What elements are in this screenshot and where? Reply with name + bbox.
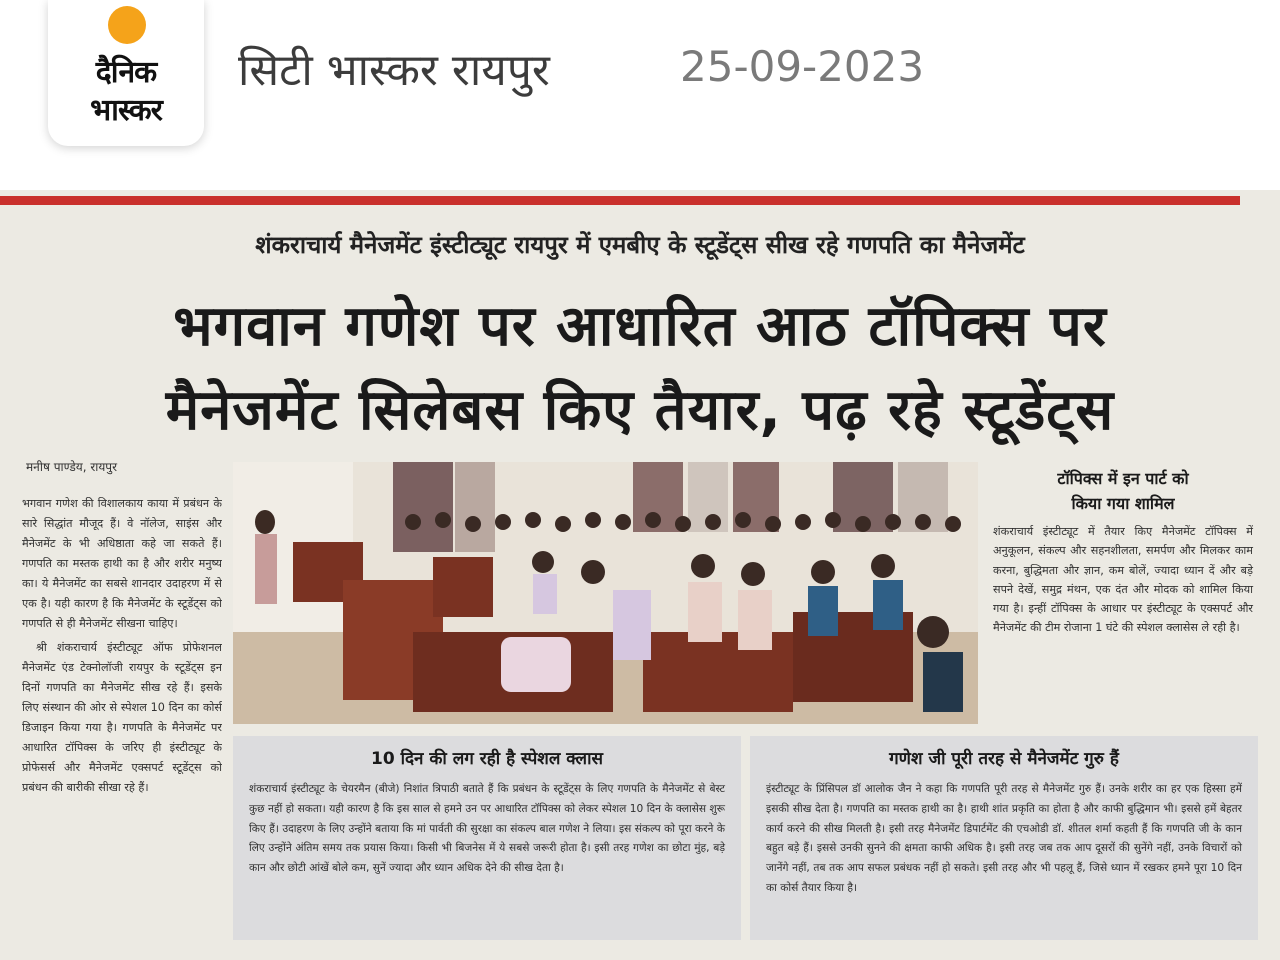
red-divider xyxy=(0,196,1240,205)
info-box-special-class xyxy=(233,736,741,940)
edition-date: 25-09-2023 xyxy=(680,42,925,91)
dainik-bhaskar-logo[interactable] xyxy=(48,0,204,146)
app-header xyxy=(0,0,1280,190)
logo-text-line2: भास्कर xyxy=(90,93,162,128)
headline-line1: भगवान गणेश पर आधारित आठ टॉपिक्स पर xyxy=(173,294,1107,359)
info-box-title: 10 दिन की लग रही है स्पेशल क्लास xyxy=(371,749,603,769)
classroom-illustration xyxy=(233,462,978,724)
info-box-title: गणेश जी पूरी तरह से मैनेजमेंट गुरु हैं xyxy=(889,749,1119,769)
edition-title: सिटी भास्कर रायपुर xyxy=(238,45,550,96)
classroom-photo xyxy=(233,462,978,724)
sun-icon xyxy=(108,6,146,44)
byline: मनीष पाण्डेय, रायपुर xyxy=(26,460,118,474)
left-paragraph: श्री शंकराचार्य इंस्टीट्यूट ऑफ प्रोफेशनल मैनेजमेंट एंड टेक्नोलॉजी रायपुर के स्टूडेंट्स इन दिनों गणपति का मैनेजमेंट सीख रहे हैं। इसके लिए संस्थान की ओर से स्पेशल 10 दिन का कोर्स डिजाइन किया गया है। गणपति के मैनेजमेंट पर आधारित टॉपिक्स के जरिए ही इंस्टीट्यूट के प्रोफेसर्स और मैनेजमेंट एक्सपर्ट स्टूडेंट्स को प्रबंधन की बारीकी सीखा रहे हैं। xyxy=(22,641,222,794)
article-kicker: शंकराचार्य मैनेजमेंट इंस्टीट्यूट रायपुर में एमबीए के स्टूडेंट्स सीख रहे गणपति का मैनेजमेंट xyxy=(255,231,1025,259)
sidebar-heading-line1: टॉपिक्स में इन पार्ट को xyxy=(1057,469,1189,488)
logo-text-line1: दैनिक xyxy=(95,55,157,90)
info-box-body: इंस्टीट्यूट के प्रिंसिपल डॉ आलोक जैन ने कहा कि गणपति पूरी तरह से मैनेजमेंट गुरु हैं। उनके शरीर का हर एक हिस्सा हमें इसकी सीख देता है। गणपति का मस्तक हाथी का है। हाथी शांत प्रकृति का होता है और काफी बुद्धिमान भी। इससे हमें बेहतर कार्य करने की सीख मिलती है। इसी तरह मैनेजमेंट डिपार्टमेंट की एचओडी डॉ. शीतल शर्मा कहती हैं कि गणपति जी के कान बहुत बड़े हैं। इससे उनकी सुनने की क्षमता काफी अधिक है। इसी तरह जब तक आप दूसरों की सुनेंगे नहीं, उनके विचारों को जानेंगे नहीं, तब तक आप सफल प्रबंधक नहीं हो सकते। इसी तरह और भी पहलू हैं, जिसे ध्यान में रखकर हमने पूरा 10 दिन का कोर्स तैयार किया है। xyxy=(766,783,1242,894)
info-box-body: शंकराचार्य इंस्टीट्यूट के चेयरमैन (बीजे) निशांत त्रिपाठी बताते हैं कि प्रबंधन के स्टूडेंट्स के लिए गणपति के मैनेजमेंट से बेस्ट कुछ नहीं हो सकता। यही कारण है कि इस साल से हमने उन पर आधारित टॉपिक्स को लेकर स्पेशल 10 दिन के क्लासेस शुरू किए हैं। उदाहरण के लिए उन्होंने बताया कि मां पार्वती की सुरक्षा का संकल्प बाल गणेश ने लिया। इस संकल्प को पूरा करने के लिए उन्होंने अंतिम समय तक प्रयास किया। किसी भी बिजनेस में ये सबसे जरूरी होता है। इसी तरह गणेश का छोटा मुंह, बड़े कान और छोटी आंखें बोले कम, सुनें ज्यादा और ध्यान अधिक देने की सीख देता है। xyxy=(249,783,725,875)
sidebar-heading xyxy=(990,466,1256,516)
info-box-management-guru xyxy=(750,736,1258,940)
sidebar-heading-line2: किया गया शामिल xyxy=(1071,494,1175,513)
left-column xyxy=(22,494,222,934)
sidebar-body: शंकराचार्य इंस्टीट्यूट में तैयार किए मैनेजमेंट टॉपिक्स में अनुकूलन, संकल्प और सहनशीलता, समर्पण और मिलकर काम करना, बुद्धिमता और ज्ञान, कम बोलें, ज्यादा ध्यान दें और बड़े सपने देखें, समुद्र मंथन, एक दंत और मोदक को शामिल किया गया है। इन्हीं टॉपिक्स के आधार पर इंस्टीट्यूट के एक्सपर्ट और मैनेजमेंट की टीम रोजाना 1 घंटे की स्पेशल क्लासेस ले रही है। xyxy=(993,525,1253,635)
left-paragraph: भगवान गणेश की विशालकाय काया में प्रबंधन के सारे सिद्धांत मौजूद हैं। वे नॉलेज, साइंस और मैनेजमेंट के भी अधिष्ठाता कहे जा सकते हैं। गणपति का मस्तक हाथी का है और शरीर मनुष्य का। ये मैनेजमेंट का सबसे शानदार उदाहरण में से एक है। यही कारण है कि मैनेजमेंट के स्टूडेंट्स को गणपति से ही मैनेजमेंट सीखना चाहिए। xyxy=(22,497,222,630)
headline-line2: मैनेजमेंट सिलेबस किए तैयार, पढ़ रहे स्टूडेंट्स xyxy=(165,378,1115,443)
